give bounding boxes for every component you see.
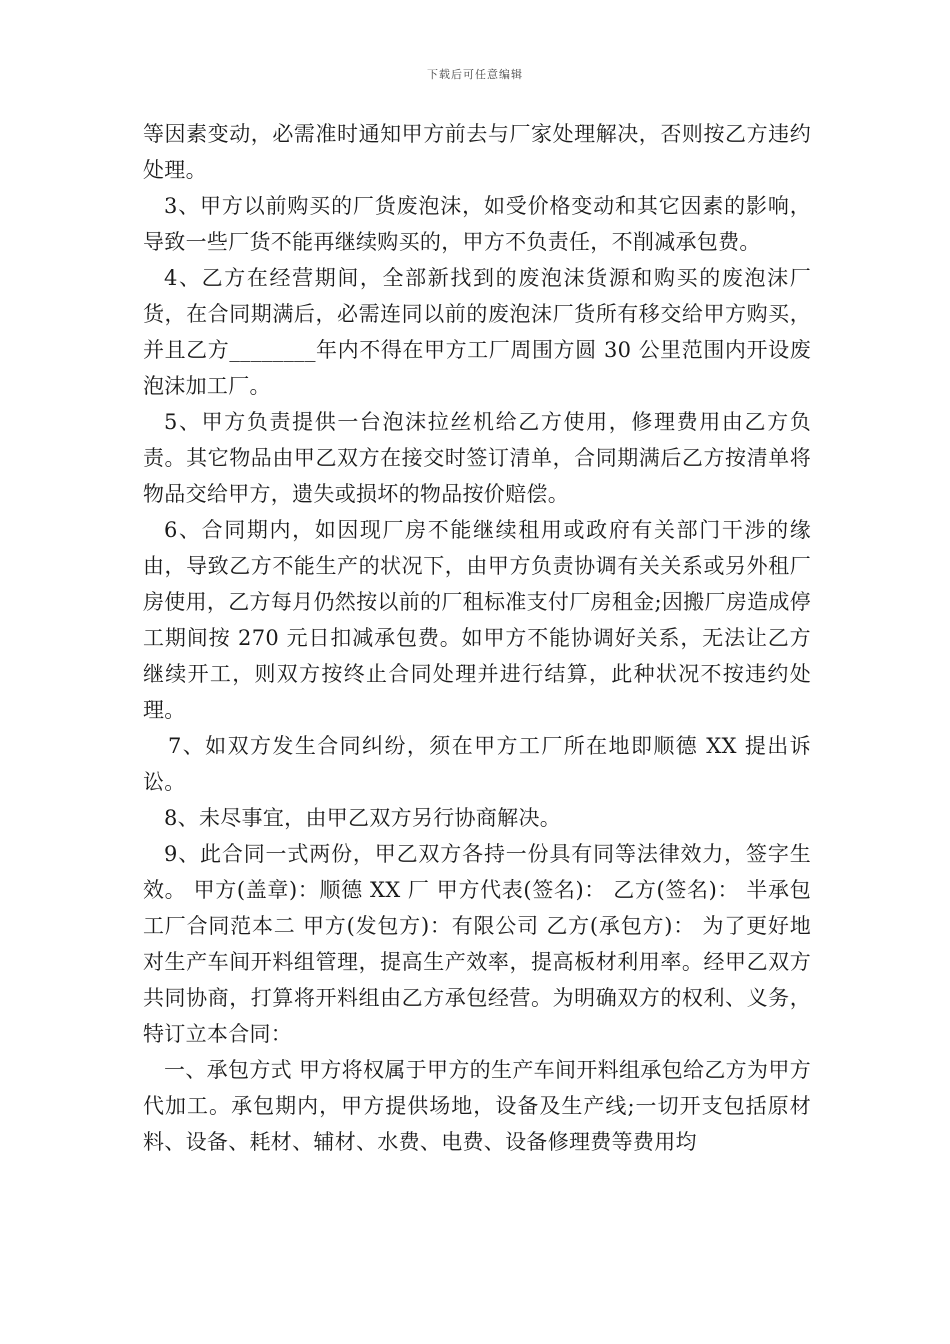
section-1-contract-method: 一、承包方式 甲方将权属于甲方的生产车间开料组承包给乙方为甲方代加工。承包期内，甲方提供场地，设备及生产线;一切开支包括原材料、设备、耗材、辅材、水费、电费、设备修理费等费用均 — [143, 1058, 811, 1154]
document-body — [143, 116, 811, 1160]
clause-7: 7、如双方发生合同纠纷，须在甲方工厂所在地即顺德 XX 提出诉讼。 — [143, 734, 811, 794]
clause-3: 3、甲方以前购买的厂货废泡沫，如受价格变动和其它因素的影响，导致一些厂货不能再继续购买的，甲方不负责任，不削减承包费。 — [143, 194, 811, 254]
clause-8: 8、未尽事宜，由甲乙双方另行协商解决。 — [164, 806, 562, 830]
paragraph-continuation: 等因素变动，必需准时通知甲方前去与厂家处理解决，否则按乙方违约处理。 — [143, 122, 811, 182]
clause-9: 9、此合同一式两份，甲乙双方各持一份具有同等法律效力，签字生效。 甲方(盖章)：顺德 XX 厂 甲方代表(签名)： 乙方(签名)： 半承包工厂合同范本二 甲方(发包方)：有限公司 乙方(承包方)： 为了更好地对生产车间开料组管理，提高生产效率，提高板材利用率。经甲乙双方共同协商，打算将开料组由乙方承包经营。为明确双方的权利、义务，特订立本合同： — [143, 842, 811, 1046]
clause-6: 6、合同期内，如因现厂房不能继续租用或政府有关部门干涉的缘由，导致乙方不能生产的状况下，由甲方负责协调有关关系或另外租厂房使用，乙方每月仍然按以前的厂租标准支付厂房租金;因搬厂房造成停工期间按 270 元日扣减承包费。如甲方不能协调好关系，无法让乙方继续开工，则双方按终止合同处理并进行结算，此种状况不按违约处理。 — [143, 518, 811, 722]
clause-4: 4、乙方在经营期间，全部新找到的废泡沫货源和购买的废泡沫厂货，在合同期满后，必需连同以前的废泡沫厂货所有移交给甲方购买，并且乙方________年内不得在甲方工厂周围方圆 30 公里范围内开设废泡沫加工厂。 — [143, 266, 811, 398]
clause-5: 5、甲方负责提供一台泡沫拉丝机给乙方使用，修理费用由乙方负责。其它物品由甲乙双方在接交时签订清单，合同期满后乙方按清单将物品交给甲方，遗失或损坏的物品按价赔偿。 — [143, 410, 811, 506]
page-header: 下载后可任意编辑 — [427, 68, 523, 81]
